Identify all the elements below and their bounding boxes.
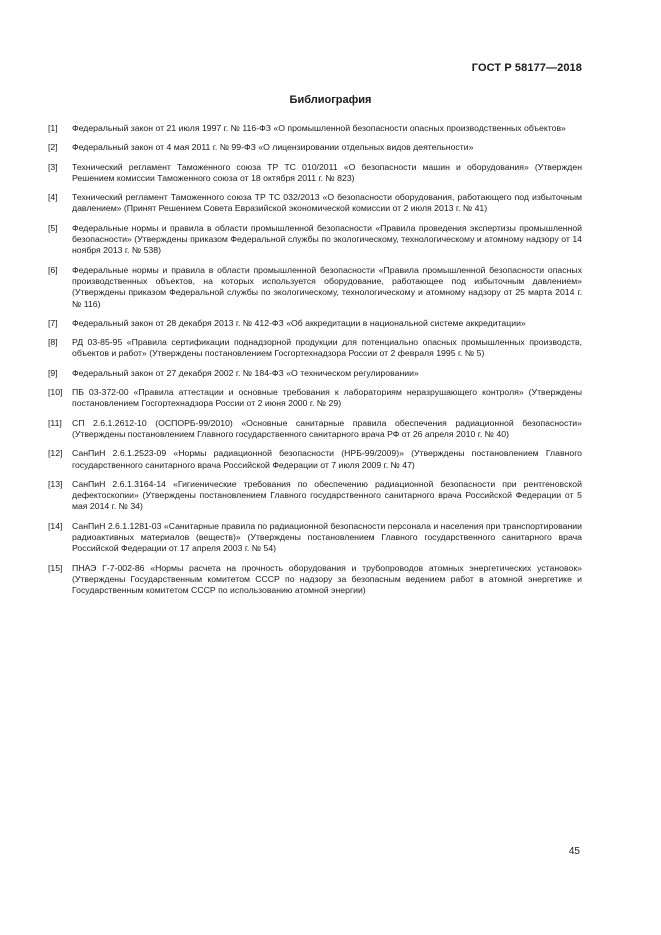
reference-number: [15]	[48, 562, 63, 573]
page-number: 45	[568, 846, 580, 857]
reference-item-9	[48, 368, 582, 379]
page-title: Библиография	[289, 94, 372, 106]
bibliography-list	[48, 123, 582, 597]
reference-text: СанПиН 2.6.1.1281-03 «Санитарные правила по радиационной безопасности персонала и населения при транспортировании радиоактивных материалов (веществ)» (Утверждены постановлением Главного государственного санитарного врача Российской Федерации от 17 апреля 2003 г. № 54)	[72, 520, 582, 554]
reference-text: Федеральный закон от 4 мая 2011 г. № 99-ФЗ «О лицензировании отдельных видов деятельности»	[72, 142, 474, 153]
reference-text: Технический регламент Таможенного союза ТР ТС 010/2011 «О безопасности машин и оборудования» (Утвержден Решением комиссии Таможенного союза от 18 октября 2011 г. № 823)	[72, 161, 582, 183]
reference-number: [12]	[48, 448, 63, 459]
reference-number: [10]	[48, 387, 63, 398]
reference-number: [9]	[48, 367, 58, 378]
reference-item-14	[48, 521, 582, 555]
reference-item-4	[48, 192, 582, 215]
document-code: ГОСТ Р 58177—2018	[471, 62, 582, 74]
reference-item-6	[48, 265, 582, 310]
reference-text: Федеральные нормы и правила в области промышленной безопасности «Правила промышленной безопасности опасных производственных объектов, на которых используется оборудование, работающее под избыточным давлением» (Утверждены приказом Федеральной службы по экологическому, технологическому и атомному надзору от 25 марта 2014 г. № 116)	[72, 264, 582, 309]
reference-number: [7]	[48, 317, 58, 328]
reference-text: ПБ 03-372-00 «Правила аттестации и основные требования к лабораториям неразрушающего контроля» (Утверждены постановлением Госгортехнадзора России от 2 июня 2000 г. № 29)	[72, 387, 582, 409]
reference-item-2	[48, 142, 582, 153]
reference-text: СП 2.6.1.2612-10 (ОСПОРБ-99/2010) «Основные санитарные правила обеспечения радиационной безопасности» (Утверждены постановлением Главного государственного санитарного врача РФ от 26 апреля 2010 г. № 40)	[72, 417, 582, 439]
reference-number: [1]	[48, 123, 58, 133]
reference-text: ПНАЭ Г-7-002-86 «Нормы расчета на прочность оборудования и трубопроводов атомных энергетических установок» (Утверждены Государственным комитетом СССР по надзору за безопасным ведением работ в атомной энергетике и Государственным комитетом СССР по использованию атомной энергии)	[72, 562, 582, 596]
reference-number: [3]	[48, 161, 58, 172]
reference-item-15	[48, 563, 582, 597]
reference-number: [4]	[48, 192, 58, 203]
reference-item-10	[48, 387, 582, 410]
reference-text: Федеральный закон от 21 июля 1997 г. № 116-ФЗ «О промышленной безопасности опасных производственных объектов»	[72, 123, 566, 133]
reference-text: РД 03-85-95 «Правила сертификации поднадзорной продукции для потенциально опасных промышленных производств, объектов и работ» (Утверждены постановлением Госгортехнадзора России от 2 февраля 1995 г. № 5)	[72, 337, 582, 359]
reference-item-11	[48, 418, 582, 441]
reference-number: [14]	[48, 520, 63, 531]
reference-item-3	[48, 162, 582, 185]
reference-number: [6]	[48, 264, 58, 275]
reference-number: [5]	[48, 222, 58, 233]
reference-number: [2]	[48, 142, 58, 153]
reference-number: [13]	[48, 478, 63, 489]
reference-number: [8]	[48, 337, 58, 348]
reference-item-13	[48, 479, 582, 513]
reference-text: Федеральный закон от 27 декабря 2002 г. № 184-ФЗ «О техническом регулировании»	[72, 367, 419, 378]
reference-item-1	[48, 123, 582, 134]
reference-number: [11]	[48, 417, 62, 428]
reference-text: СанПиН 2.6.1.3164-14 «Гигиенические требования по обеспечению радиационной безопасности при рентгеновской дефектоскопии» (Утверждены постановлением Главного государственного санитарного врача Российской Федерации от 5 мая 2014 г. № 34)	[72, 478, 582, 512]
reference-item-5	[48, 223, 582, 257]
reference-item-7	[48, 318, 582, 329]
reference-text: Технический регламент Таможенного союза ТР ТС 032/2013 «О безопасности оборудования, работающего под избыточным давлением» (Принят Решением Совета Евразийской экономической комиссии от 2 июля 2013 г. № 41)	[72, 192, 582, 214]
reference-text: Федеральные нормы и правила в области промышленной безопасности «Правила проведения экспертизы промышленной безопасности» (Утверждены приказом Федеральной службы по экологическому, технологическому и атомному надзору от 14 ноября 2013 г. № 538)	[72, 222, 582, 256]
reference-text: СанПиН 2.6.1.2523-09 «Нормы радиационной безопасности (НРБ-99/2009)» (Утверждены постановлением Главного государственного санитарного врача Российской Федерации от 7 июля 2009 г. № 47)	[72, 448, 582, 470]
reference-item-12	[48, 448, 582, 471]
reference-text: Федеральный закон от 28 декабря 2013 г. № 412-ФЗ «Об аккредитации в национальной системе аккредитации»	[72, 317, 526, 328]
reference-item-8	[48, 337, 582, 360]
